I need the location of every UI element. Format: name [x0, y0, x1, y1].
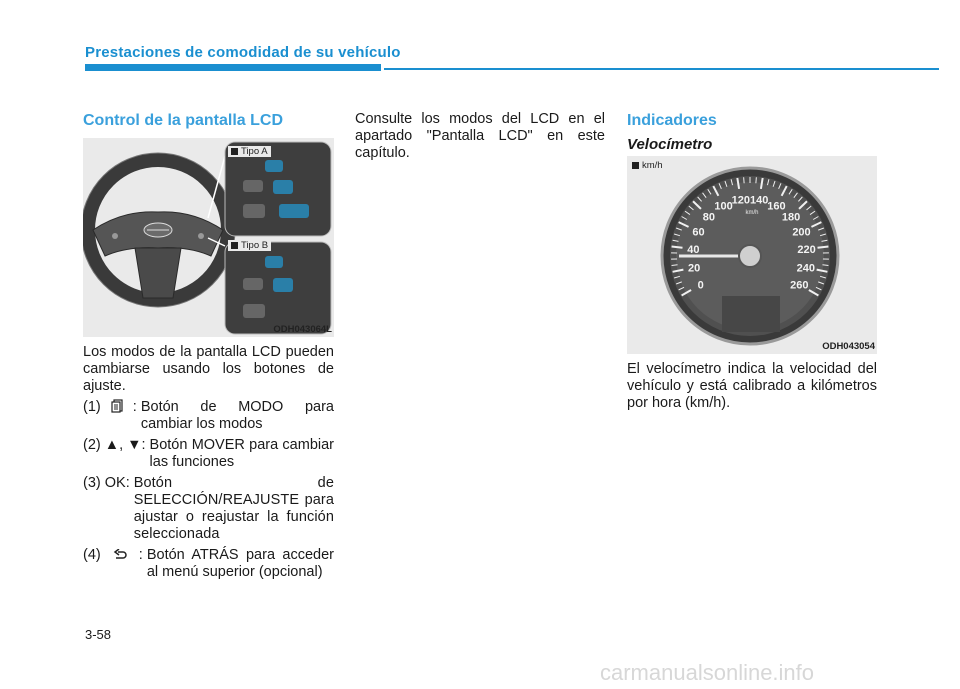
- square-bullet-icon: [231, 148, 238, 155]
- gauge-label: 240: [796, 262, 816, 275]
- gauge-label: 80: [702, 211, 716, 224]
- gauge-label: 20: [688, 262, 701, 275]
- gauge-label: 140: [749, 194, 769, 207]
- back-arrow-icon: [113, 549, 127, 566]
- tipo-a-tag: Tipo A: [228, 146, 271, 157]
- speedometer-description: El velocímetro indica la velocidad del vehículo y está calibrado a kilómetros por hora (km/h).: [627, 361, 877, 411]
- list-item: (2) ▲, ▼: Botón MOVER para cambiar las funciones: [83, 437, 334, 470]
- speedometer-gauge: [627, 156, 877, 354]
- gauge-label: 220: [797, 244, 816, 257]
- list-item: (3) OK: Botón de SELECCIÓN/REAJUSTE para ajustar o reajustar la función seleccionada: [83, 475, 334, 542]
- gauge-major-tick: [818, 246, 829, 247]
- page-number: 3-58: [85, 627, 112, 642]
- header-rule: [384, 68, 939, 70]
- speedometer-subheading: Velocímetro: [627, 136, 713, 153]
- kmh-tag: km/h: [632, 160, 663, 171]
- list-item: (1) : Botón de MODO para cambiar los modos: [83, 399, 334, 432]
- figure-code: ODH043064L: [273, 324, 332, 335]
- needle-hub: [739, 245, 761, 267]
- list-item: (4) : Botón ATRÁS para acceder al menú superior (opcional): [83, 547, 334, 580]
- item-label: (4) :: [83, 547, 143, 581]
- gauge-label: 60: [692, 226, 705, 239]
- gauge-label: 100: [714, 200, 733, 213]
- steering-wheel-illustration: [83, 138, 334, 337]
- section-title: Prestaciones de comodidad de su vehículo: [85, 44, 401, 61]
- gauge-label: 40: [687, 244, 700, 257]
- figure-code: ODH043054: [822, 341, 875, 352]
- item-label: (1) :: [83, 399, 137, 433]
- square-bullet-icon: [231, 242, 238, 249]
- header-bar: [85, 64, 381, 71]
- watermark: carmanualsonline.info: [600, 660, 815, 685]
- gauge-major-tick: [672, 246, 683, 247]
- indicators-heading: Indicadores: [627, 112, 717, 129]
- gauge-label: 260: [790, 279, 809, 292]
- gauge-label: 200: [792, 226, 811, 239]
- gauge-label: 180: [781, 211, 801, 224]
- gauge-label: 160: [767, 200, 786, 213]
- gauge-unit-label: km/h: [745, 210, 759, 216]
- tipo-b-tag: Tipo B: [228, 240, 271, 251]
- mode-button-icon: [111, 399, 123, 418]
- intro-paragraph: Los modos de la pantalla LCD pueden cambiarse usando los botones de ajuste.: [83, 344, 334, 394]
- gauge-label: 120: [731, 194, 751, 207]
- lcd-reference-paragraph: Consulte los modos del LCD en el apartado "Pantalla LCD" en este capítulo.: [355, 111, 605, 161]
- lcd-control-heading: Control de la pantalla LCD: [83, 112, 284, 129]
- gauge-label: 0: [697, 279, 704, 292]
- speedometer-figure: [627, 156, 877, 354]
- lcd-description: [83, 344, 334, 581]
- steering-wheel-figure: [83, 138, 334, 337]
